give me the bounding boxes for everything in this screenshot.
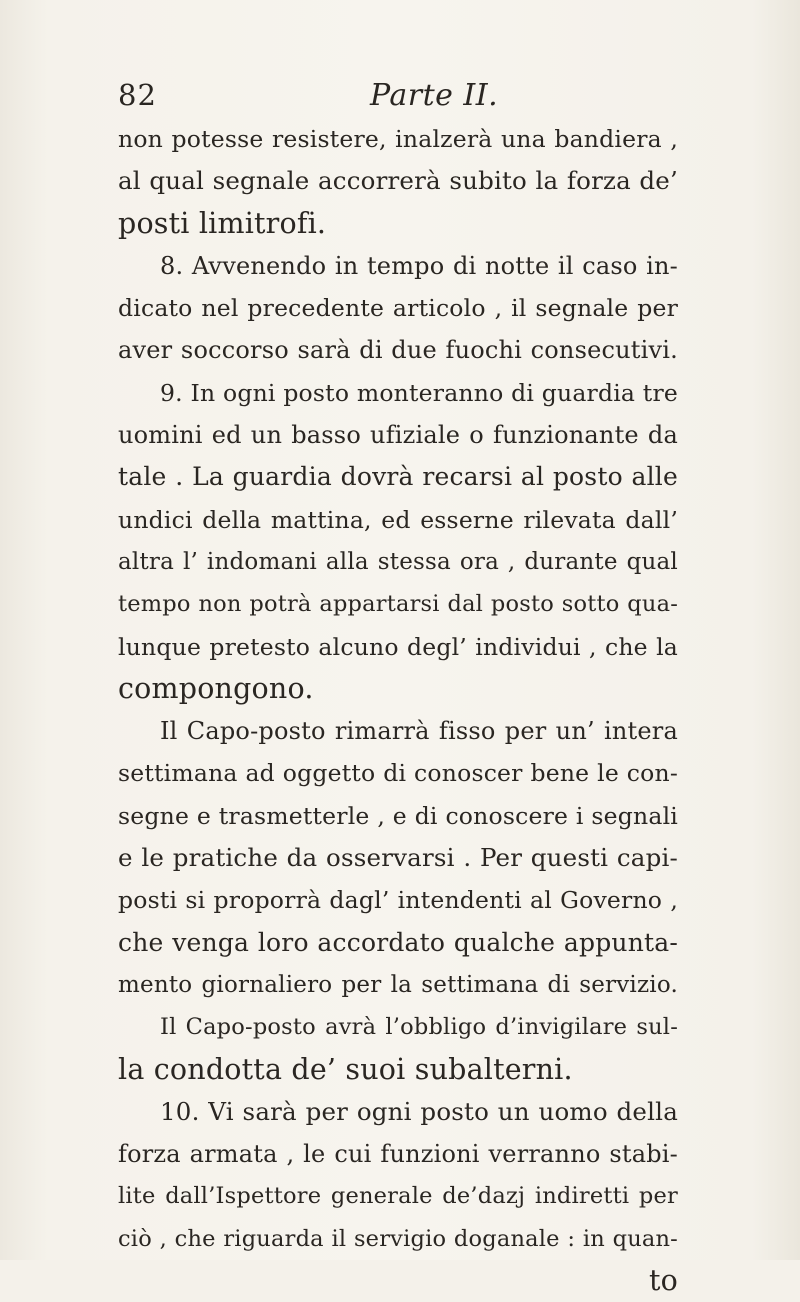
running-head: Parte II. xyxy=(370,78,499,113)
text-line: aver soccorso sarà di due fuochi consecutivi. xyxy=(118,336,678,365)
text-line: lite dall’Ispettore generale de’dazj indiretti per xyxy=(118,1183,678,1210)
text-line: lunque pretesto alcuno degl’ individui , che la xyxy=(118,632,678,661)
text-line: altra l’ indomani alla stessa ora , durante qual xyxy=(118,548,678,575)
text-line: posti si proporrà dagl’ intendenti al Governo , xyxy=(118,886,678,915)
text-line: uomini ed un basso ufiziale o funzionante da xyxy=(118,421,678,450)
text-line: mento giornaliero per la settimana di servizio. xyxy=(118,971,678,998)
text-line: 10. Vi sarà per ogni posto un uomo della xyxy=(160,1096,678,1126)
text-line: segne e trasmetterle , e di conoscere i segnali xyxy=(118,801,678,830)
text-line: la condotta de’ suoi subalterni. xyxy=(118,1052,573,1086)
body-text xyxy=(118,118,678,1302)
text-line: forza armata , le cui funzioni verranno stabi- xyxy=(118,1140,678,1169)
text-line: ciò , che riguarda il servigio doganale : in quan- xyxy=(118,1225,678,1252)
text-line: Il Capo-posto avrà l’obbligo d’invigilare sul- xyxy=(160,1014,678,1041)
text-line: Il Capo-posto rimarrà fisso per un’ intera xyxy=(160,717,678,746)
text-line: non potesse resistere, inalzerà una bandiera , xyxy=(118,125,678,153)
text-line: posti limitrofi. xyxy=(118,206,327,240)
page-header xyxy=(118,78,678,118)
text-line: settimana ad oggetto di conoscer bene le con- xyxy=(118,759,678,788)
text-line: compongono. xyxy=(118,671,314,705)
text-line: al qual segnale accorrerà subito la forza de’ xyxy=(118,166,678,196)
text-line: dicato nel precedente articolo , il segnale per xyxy=(118,294,678,323)
catchword: to xyxy=(648,1264,678,1298)
page-number: 82 xyxy=(118,78,157,112)
text-line: 9. In ogni posto monteranno di guardia tre xyxy=(160,378,678,407)
text-line: tempo non potrà appartarsi dal posto sotto qua- xyxy=(118,591,678,618)
text-line: tale . La guardia dovrà recarsi al posto alle xyxy=(118,462,678,492)
text-line: undici della mattina, ed esserne rilevata dall’ xyxy=(118,505,678,534)
text-line: che venga loro accordato qualche appunta- xyxy=(118,927,678,957)
text-line: e le pratiche da osservarsi . Per questi capi- xyxy=(118,843,678,873)
text-line: 8. Avvenendo in tempo di notte il caso in- xyxy=(160,251,678,280)
